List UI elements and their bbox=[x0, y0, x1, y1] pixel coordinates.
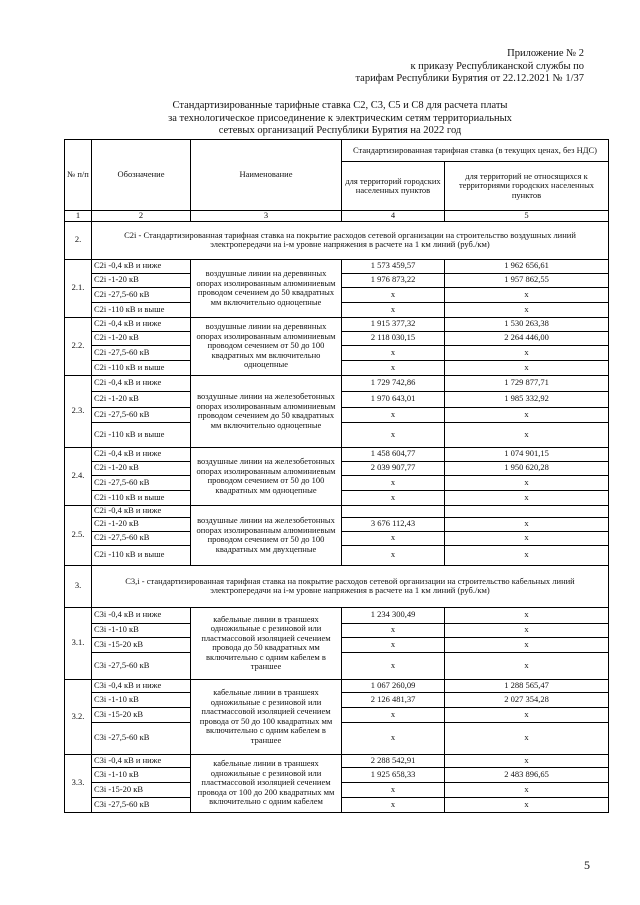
rural-rate: x bbox=[445, 302, 609, 317]
page-number: 5 bbox=[584, 858, 590, 872]
designation-cell: С2i -110 кВ и выше bbox=[92, 302, 191, 317]
rural-rate: 1 957 862,55 bbox=[445, 273, 609, 287]
designation-cell: С2i -0,4 кВ и ниже bbox=[92, 259, 191, 273]
rural-rate: 2 027 354,28 bbox=[445, 692, 609, 707]
designation-cell: С3i -1-10 кВ bbox=[92, 767, 191, 782]
urban-rate bbox=[342, 505, 445, 517]
designation-cell: С2i -27,5-60 кВ bbox=[92, 407, 191, 422]
rural-rate: x bbox=[445, 707, 609, 722]
group-num: 2.3. bbox=[65, 375, 92, 447]
designation-cell: С2i -110 кВ и выше bbox=[92, 490, 191, 505]
rural-rate: 1 288 565,47 bbox=[445, 679, 609, 692]
group-num: 2.5. bbox=[65, 505, 92, 565]
rural-rate: 2 264 446,00 bbox=[445, 331, 609, 345]
urban-rate: x bbox=[342, 422, 445, 447]
group-name: кабельные линии в траншеях одножильные с резиновой или пластмассовой изоляцией сечением провода до 50 квадратных мм включительно с одним кабелем в траншее bbox=[191, 607, 342, 679]
designation-cell: С3i -15-20 кВ bbox=[92, 707, 191, 722]
rural-rate: x bbox=[445, 531, 609, 545]
group-num: 2.4. bbox=[65, 447, 92, 505]
header-designation: Обозначение bbox=[92, 140, 191, 211]
urban-rate: 1 067 260,09 bbox=[342, 679, 445, 692]
urban-rate: 2 126 481,37 bbox=[342, 692, 445, 707]
designation-cell: С2i -1-20 кВ bbox=[92, 391, 191, 407]
group-name: воздушные линии на деревянных опорах изолированным алюминиевым проводом сечением от 50 до 100 квадратных мм включительно одноцепные bbox=[191, 317, 342, 375]
urban-rate: 1 234 300,49 bbox=[342, 607, 445, 623]
designation-cell: С2i -27,5-60 кВ bbox=[92, 475, 191, 490]
designation-cell: С2i -0,4 кВ и ниже bbox=[92, 505, 191, 517]
urban-rate: x bbox=[342, 623, 445, 637]
rural-rate: x bbox=[445, 475, 609, 490]
appendix-line-2: к приказу Республиканской службы по bbox=[410, 60, 584, 72]
urban-rate: x bbox=[342, 707, 445, 722]
designation-cell: С3i -1-10 кВ bbox=[92, 623, 191, 637]
urban-rate: 2 118 030,15 bbox=[342, 331, 445, 345]
urban-rate: 1 458 604,77 bbox=[342, 447, 445, 461]
urban-rate: x bbox=[342, 302, 445, 317]
title-line-2: за технологическое присоединение к электрическим сетям территориальных bbox=[168, 112, 512, 124]
rural-rate: x bbox=[445, 637, 609, 652]
urban-rate: x bbox=[342, 637, 445, 652]
group-num: 3.2. bbox=[65, 679, 92, 754]
rural-rate: 1 950 620,28 bbox=[445, 461, 609, 475]
urban-rate: 1 970 643,01 bbox=[342, 391, 445, 407]
header-urban: для территорий городских населенных пунктов bbox=[342, 162, 445, 211]
rural-rate: x bbox=[445, 287, 609, 302]
urban-rate: x bbox=[342, 531, 445, 545]
rural-rate: x bbox=[445, 607, 609, 623]
rural-rate: 1 074 901,15 bbox=[445, 447, 609, 461]
urban-rate: 1 976 873,22 bbox=[342, 273, 445, 287]
urban-rate: 2 039 907,77 bbox=[342, 461, 445, 475]
rural-rate: x bbox=[445, 407, 609, 422]
designation-cell: С2i -110 кВ и выше bbox=[92, 545, 191, 565]
group-name: воздушные линии на железобетонных опорах изолированным алюминиевым проводом сечением от 50 до 100 квадратных мм одноцепные bbox=[191, 447, 342, 505]
rural-rate: 1 962 656,61 bbox=[445, 259, 609, 273]
designation-cell: С2i -1-20 кВ bbox=[92, 517, 191, 531]
urban-rate: x bbox=[342, 797, 445, 812]
urban-rate: 1 729 742,86 bbox=[342, 375, 445, 391]
urban-rate: x bbox=[342, 782, 445, 797]
section-title: С3,i - стандартизированная тарифная ставка на покрытие расходов сетевой организации на строительство кабельных линий электропередачи на i-м уровне напряжения в расчете на 1 км линий (руб./км) bbox=[92, 565, 609, 607]
section-title: С2i - Стандартизированная тарифная ставка на покрытие расходов сетевой организации на строительство воздушных линий электропередачи на i-м уровне напряжения в расчете на 1 км линий (руб./км) bbox=[92, 221, 609, 259]
header-num: № п/п bbox=[65, 140, 92, 211]
section-num: 3. bbox=[65, 565, 92, 607]
col-number: 3 bbox=[191, 211, 342, 222]
header-rural: для территорий не относящихся к территориями городских населенных пунктов bbox=[445, 162, 609, 211]
group-num: 2.2. bbox=[65, 317, 92, 375]
appendix-line-1: Приложение № 2 bbox=[507, 48, 584, 59]
designation-cell: С2i -1-20 кВ bbox=[92, 273, 191, 287]
group-num: 3.1. bbox=[65, 607, 92, 679]
designation-cell: С3i -0,4 кВ и ниже bbox=[92, 754, 191, 767]
group-num: 3.3. bbox=[65, 754, 92, 812]
designation-cell: С2i -1-20 кВ bbox=[92, 331, 191, 345]
group-num: 2.1. bbox=[65, 259, 92, 317]
designation-cell: С2i -0,4 кВ и ниже bbox=[92, 375, 191, 391]
designation-cell: С3i -15-20 кВ bbox=[92, 782, 191, 797]
rural-rate: x bbox=[445, 754, 609, 767]
designation-cell: С2i -0,4 кВ и ниже bbox=[92, 447, 191, 461]
designation-cell: С3i -15-20 кВ bbox=[92, 637, 191, 652]
tariff-table bbox=[64, 139, 609, 813]
group-name: воздушные линии на железобетонных опорах изолированным алюминиевым проводом сечением от 50 до 100 квадратных мм двухцепные bbox=[191, 505, 342, 565]
designation-cell: С2i -0,4 кВ и ниже bbox=[92, 317, 191, 331]
designation-cell: С2i -110 кВ и выше bbox=[92, 422, 191, 447]
rural-rate: 1 729 877,71 bbox=[445, 375, 609, 391]
rural-rate: x bbox=[445, 623, 609, 637]
rural-rate: x bbox=[445, 490, 609, 505]
urban-rate: 3 676 112,43 bbox=[342, 517, 445, 531]
group-name: кабельные линии в траншеях одножильные с резиновой или пластмассовой изоляцией сечением провода от 100 до 200 квадратных мм включительно с одним кабелем bbox=[191, 754, 342, 812]
designation-cell: С2i -110 кВ и выше bbox=[92, 360, 191, 375]
designation-cell: С3i -27,5-60 кВ bbox=[92, 722, 191, 754]
document-title bbox=[70, 100, 610, 138]
section-num: 2. bbox=[65, 221, 92, 259]
group-name: воздушные линии на деревянных опорах изолированным алюминиевым проводом сечением до 50 квадратных мм включительно одноцепные bbox=[191, 259, 342, 317]
group-name: воздушные линии на железобетонных опорах изолированным алюминиевым проводом сечением до 50 квадратных мм включительно одноцепные bbox=[191, 375, 342, 447]
rural-rate: x bbox=[445, 545, 609, 565]
designation-cell: С2i -27,5-60 кВ bbox=[92, 287, 191, 302]
designation-cell: С3i -27,5-60 кВ bbox=[92, 797, 191, 812]
designation-cell: С3i -1-10 кВ bbox=[92, 692, 191, 707]
header-name: Наименование bbox=[191, 140, 342, 211]
title-line-3: сетевых организаций Республики Бурятия на 2022 год bbox=[218, 125, 462, 136]
urban-rate: 1 573 459,57 bbox=[342, 259, 445, 273]
rural-rate: 1 530 263,38 bbox=[445, 317, 609, 331]
rural-rate: x bbox=[445, 782, 609, 797]
col-number: 5 bbox=[445, 211, 609, 222]
rural-rate bbox=[445, 505, 609, 517]
urban-rate: x bbox=[342, 475, 445, 490]
rural-rate: x bbox=[445, 797, 609, 812]
designation-cell: С3i -27,5-60 кВ bbox=[92, 652, 191, 679]
urban-rate: x bbox=[342, 287, 445, 302]
rural-rate: x bbox=[445, 722, 609, 754]
urban-rate: x bbox=[342, 360, 445, 375]
urban-rate: x bbox=[342, 490, 445, 505]
appendix-header bbox=[355, 48, 584, 86]
rural-rate: x bbox=[445, 652, 609, 679]
designation-cell: С2i -1-20 кВ bbox=[92, 461, 191, 475]
appendix-line-3: тарифам Республики Бурятия от 22.12.2021 № 1/37 bbox=[355, 73, 584, 84]
urban-rate: 1 925 658,33 bbox=[342, 767, 445, 782]
col-number: 4 bbox=[342, 211, 445, 222]
urban-rate: x bbox=[342, 407, 445, 422]
designation-cell: С2i -27,5-60 кВ bbox=[92, 345, 191, 360]
designation-cell: С3i -0,4 кВ и ниже bbox=[92, 679, 191, 692]
col-number: 1 bbox=[65, 211, 92, 222]
designation-cell: С2i -27,5-60 кВ bbox=[92, 531, 191, 545]
urban-rate: 1 915 377,32 bbox=[342, 317, 445, 331]
urban-rate: x bbox=[342, 345, 445, 360]
header-rate: Стандартизированная тарифная ставка (в текущих ценах, без НДС) bbox=[342, 140, 609, 162]
rural-rate: 1 985 332,92 bbox=[445, 391, 609, 407]
rural-rate: x bbox=[445, 345, 609, 360]
col-number: 2 bbox=[92, 211, 191, 222]
urban-rate: x bbox=[342, 722, 445, 754]
rural-rate: 2 483 896,65 bbox=[445, 767, 609, 782]
group-name: кабельные линии в траншеях одножильные с резиновой или пластмассовой изоляцией сечением провода от 50 до 100 квадратных мм включительно с одним кабелем в траншее bbox=[191, 679, 342, 754]
title-line-1: Стандартизированные тарифные ставка С2, С3, С5 и С8 для расчета платы bbox=[172, 100, 508, 111]
urban-rate: 2 288 542,91 bbox=[342, 754, 445, 767]
urban-rate: x bbox=[342, 652, 445, 679]
urban-rate: x bbox=[342, 545, 445, 565]
rural-rate: x bbox=[445, 360, 609, 375]
rural-rate: x bbox=[445, 517, 609, 531]
designation-cell: С3i -0,4 кВ и ниже bbox=[92, 607, 191, 623]
rural-rate: x bbox=[445, 422, 609, 447]
